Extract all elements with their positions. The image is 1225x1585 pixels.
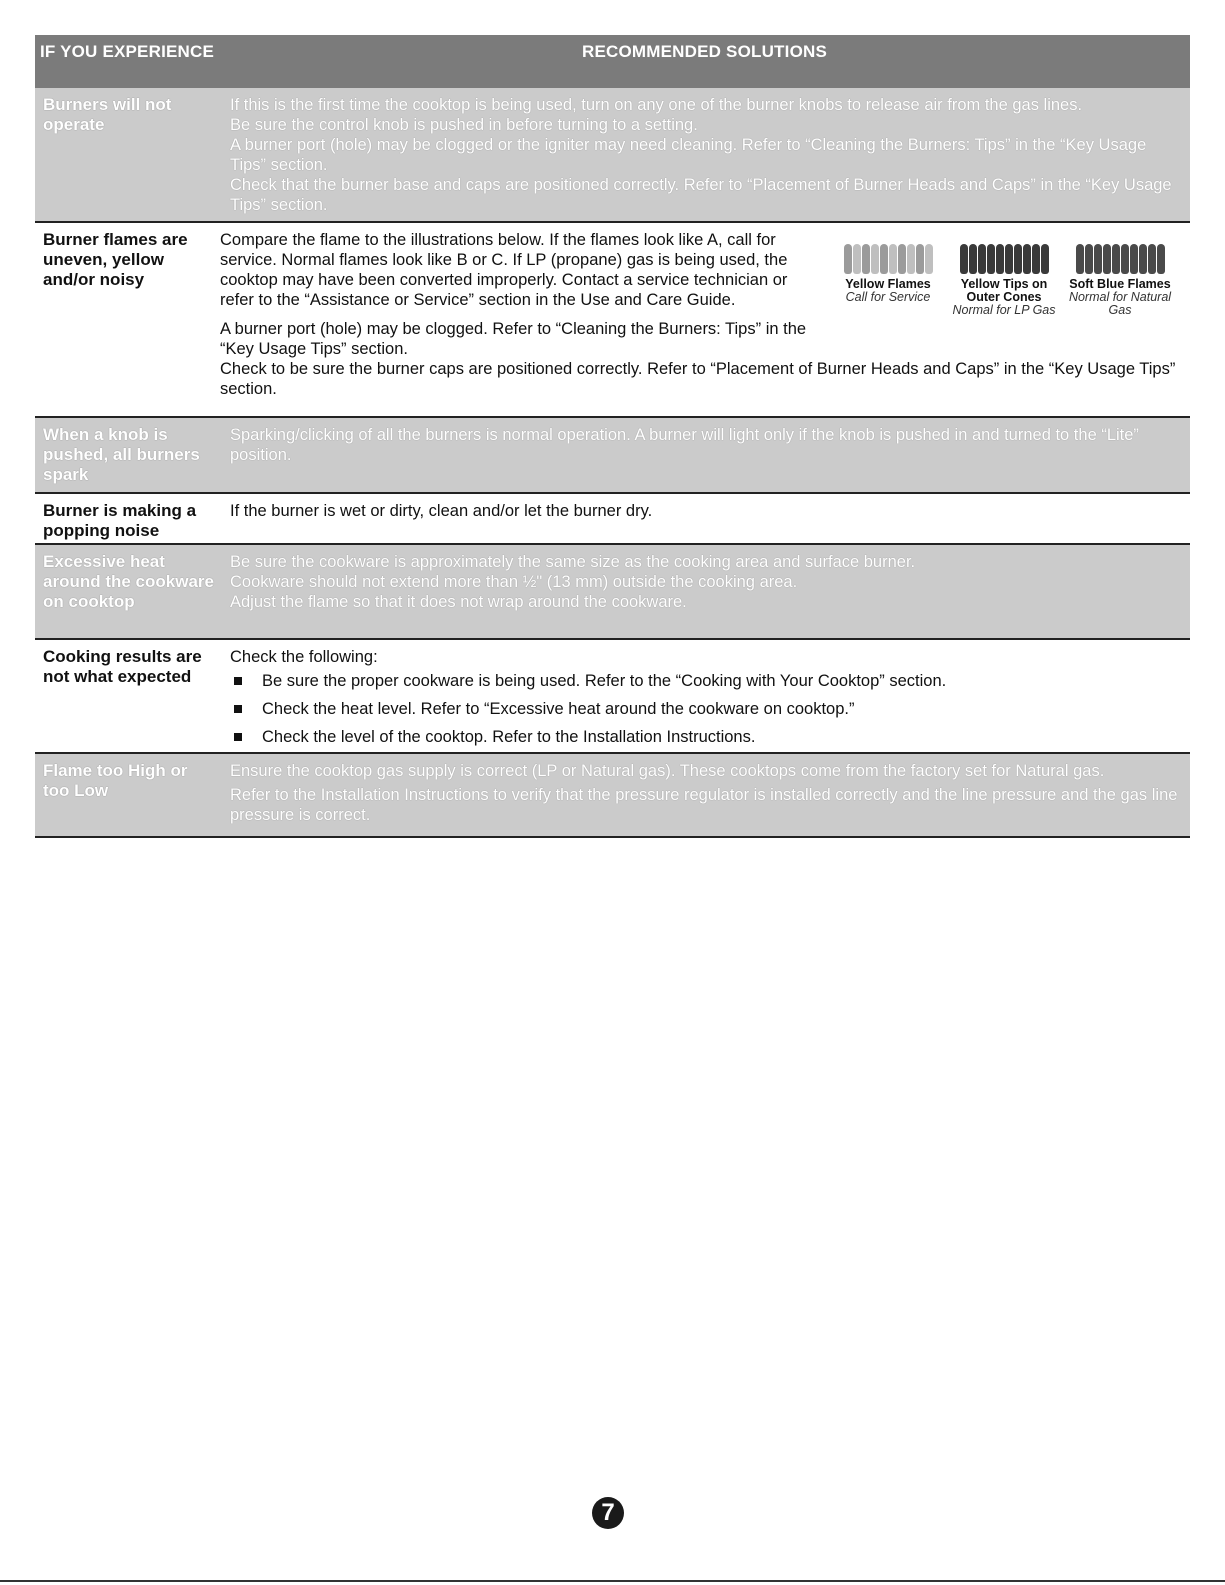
solution-line: If the burner is wet or dirty, clean and/or let the burner dry. bbox=[230, 502, 653, 520]
table-row bbox=[35, 88, 1190, 223]
solution-cell bbox=[218, 88, 1190, 221]
solution-line: Be sure the control knob is pushed in before turning to a setting. bbox=[230, 116, 698, 134]
flame-tongue bbox=[960, 244, 968, 274]
header-recommended-solutions: RECOMMENDED SOLUTIONS bbox=[581, 42, 828, 61]
solution-line: Check to be sure the burner caps are positioned correctly. Refer to “Placement of Burner Heads and Caps” in the “Key Usage Tips” section. bbox=[220, 360, 1176, 398]
flame-tongue bbox=[889, 244, 897, 274]
flame-tongue bbox=[987, 244, 995, 274]
flame-tongue bbox=[925, 244, 933, 274]
problem-label: When a knob is pushed, all burners spark bbox=[43, 425, 200, 484]
problem-label: Flame too High or too Low bbox=[43, 761, 188, 800]
table-header bbox=[35, 35, 1190, 88]
flame-tongue bbox=[996, 244, 1004, 274]
flame-tongue bbox=[1032, 244, 1040, 274]
flame-tongue bbox=[969, 244, 977, 274]
flame-tongue bbox=[1094, 244, 1102, 274]
solution-line: Refer to the Installation Instructions to verify that the pressure regulator is installed correctly and the line pressure and the gas line pressure is correct. bbox=[230, 786, 1178, 824]
flame-subtitle: Normal for LP Gas bbox=[952, 303, 1056, 317]
flame-title: Yellow Tips on Outer Cones bbox=[960, 277, 1048, 304]
flame-tongue bbox=[1085, 244, 1093, 274]
table-row bbox=[35, 494, 1190, 545]
flame-tongue bbox=[1023, 244, 1031, 274]
bullet-list bbox=[230, 671, 1182, 747]
flame-tongue bbox=[1139, 244, 1147, 274]
table-row bbox=[35, 640, 1190, 754]
flame-tongue bbox=[1014, 244, 1022, 274]
page-number-badge: 7 bbox=[592, 1497, 624, 1529]
header-if-you-experience: IF YOU EXPERIENCE bbox=[39, 42, 215, 61]
problem-label: Cooking results are not what expected bbox=[43, 647, 202, 686]
flame-yellow-icon bbox=[830, 244, 946, 278]
flame-tongue bbox=[1157, 244, 1165, 274]
solution-cell bbox=[218, 754, 1190, 836]
problem-label: Burner is making a popping noise bbox=[43, 501, 197, 540]
flame-illustrations bbox=[820, 230, 1182, 317]
flame-subtitle: Normal for Natural Gas bbox=[1068, 290, 1172, 317]
flame-tongue bbox=[1041, 244, 1049, 274]
problem-label: Burner flames are uneven, yellow and/or noisy bbox=[43, 230, 188, 289]
problem-label: Burners will not operate bbox=[43, 95, 172, 134]
flame-yellow-tips bbox=[946, 244, 1062, 317]
flame-subtitle: Call for Service bbox=[845, 290, 931, 304]
problem-label: Excessive heat around the cookware on cooktop bbox=[43, 552, 214, 611]
solution-line: Sparking/clicking of all the burners is normal operation. A burner will light only if the knob is pushed in and turned to the “Lite” position. bbox=[230, 426, 1139, 464]
flame-tongue bbox=[853, 244, 861, 274]
solution-line: Cookware should not extend more than ½" (13 mm) outside the cooking area. bbox=[230, 573, 798, 591]
solution-line: Be sure the cookware is approximately the same size as the cooking area and surface burner. bbox=[230, 553, 916, 571]
flame-tongue bbox=[1112, 244, 1120, 274]
flame-tongue bbox=[907, 244, 915, 274]
table-row bbox=[35, 754, 1190, 838]
flame-tongue bbox=[1130, 244, 1138, 274]
solution-cell bbox=[218, 640, 1190, 752]
table-row bbox=[35, 418, 1190, 494]
flame-title: Soft Blue Flames bbox=[1069, 277, 1171, 291]
flame-tongue bbox=[862, 244, 870, 274]
table-row bbox=[35, 545, 1190, 640]
solution-cell bbox=[218, 545, 1190, 638]
table-row bbox=[35, 223, 1190, 418]
flame-tongue bbox=[1121, 244, 1129, 274]
flame-tongue bbox=[844, 244, 852, 274]
flame-tongue bbox=[871, 244, 879, 274]
flame-yellow bbox=[830, 244, 946, 317]
flame-soft-blue bbox=[1062, 244, 1178, 317]
solution-cell bbox=[218, 494, 1190, 543]
flame-title: Yellow Flames bbox=[845, 277, 931, 291]
solution-line: Compare the flame to the illustrations below. If the flames look like A, call for service. Normal flames look like B or C. If LP (propane) gas is being used, the cooktop may have been converted improperly. Contact a service technician or refer to the “Assistance or Service” section in the Use and Care Guide. bbox=[220, 231, 788, 309]
flame-tongue bbox=[880, 244, 888, 274]
flame-tongue bbox=[1005, 244, 1013, 274]
solution-line: If this is the first time the cooktop is being used, turn on any one of the burner knobs to release air from the gas lines. bbox=[230, 96, 1083, 114]
solution-line: Check that the burner base and caps are positioned correctly. Refer to “Placement of Burner Heads and Caps” in the “Key Usage Tips” section. bbox=[230, 176, 1172, 214]
flame-tongue bbox=[1148, 244, 1156, 274]
list-item: Check the level of the cooktop. Refer to the Installation Instructions. bbox=[230, 727, 1182, 747]
page-bottom-rule bbox=[0, 1580, 1225, 1582]
flame-tongue bbox=[898, 244, 906, 274]
solution-line: A burner port (hole) may be clogged or the igniter may need cleaning. Refer to “Cleaning the Burners: Tips” in the “Key Usage Tips” section. bbox=[230, 136, 1147, 174]
solution-intro: Check the following: bbox=[230, 648, 378, 666]
flame-tongue bbox=[916, 244, 924, 274]
flame-tongue bbox=[1103, 244, 1111, 274]
flame-soft-blue-icon bbox=[1062, 244, 1178, 278]
flame-yellow-tips-icon bbox=[946, 244, 1062, 278]
flame-tongue bbox=[978, 244, 986, 274]
solution-line: A burner port (hole) may be clogged. Refer to “Cleaning the Burners: Tips” in the “Key Usage Tips” section. bbox=[220, 320, 807, 358]
list-item: Be sure the proper cookware is being used. Refer to the “Cooking with Your Cooktop” section. bbox=[230, 671, 1182, 691]
troubleshooting-table bbox=[35, 35, 1190, 838]
solution-cell bbox=[218, 418, 1190, 492]
flame-tongue bbox=[1076, 244, 1084, 274]
solution-cell bbox=[208, 223, 1190, 416]
list-item: Check the heat level. Refer to “Excessive heat around the cookware on cooktop.” bbox=[230, 699, 1182, 719]
solution-line: Adjust the flame so that it does not wrap around the cookware. bbox=[230, 593, 687, 611]
solution-line: Ensure the cooktop gas supply is correct (LP or Natural gas). These cooktops come from the factory set for Natural gas. bbox=[230, 762, 1105, 780]
